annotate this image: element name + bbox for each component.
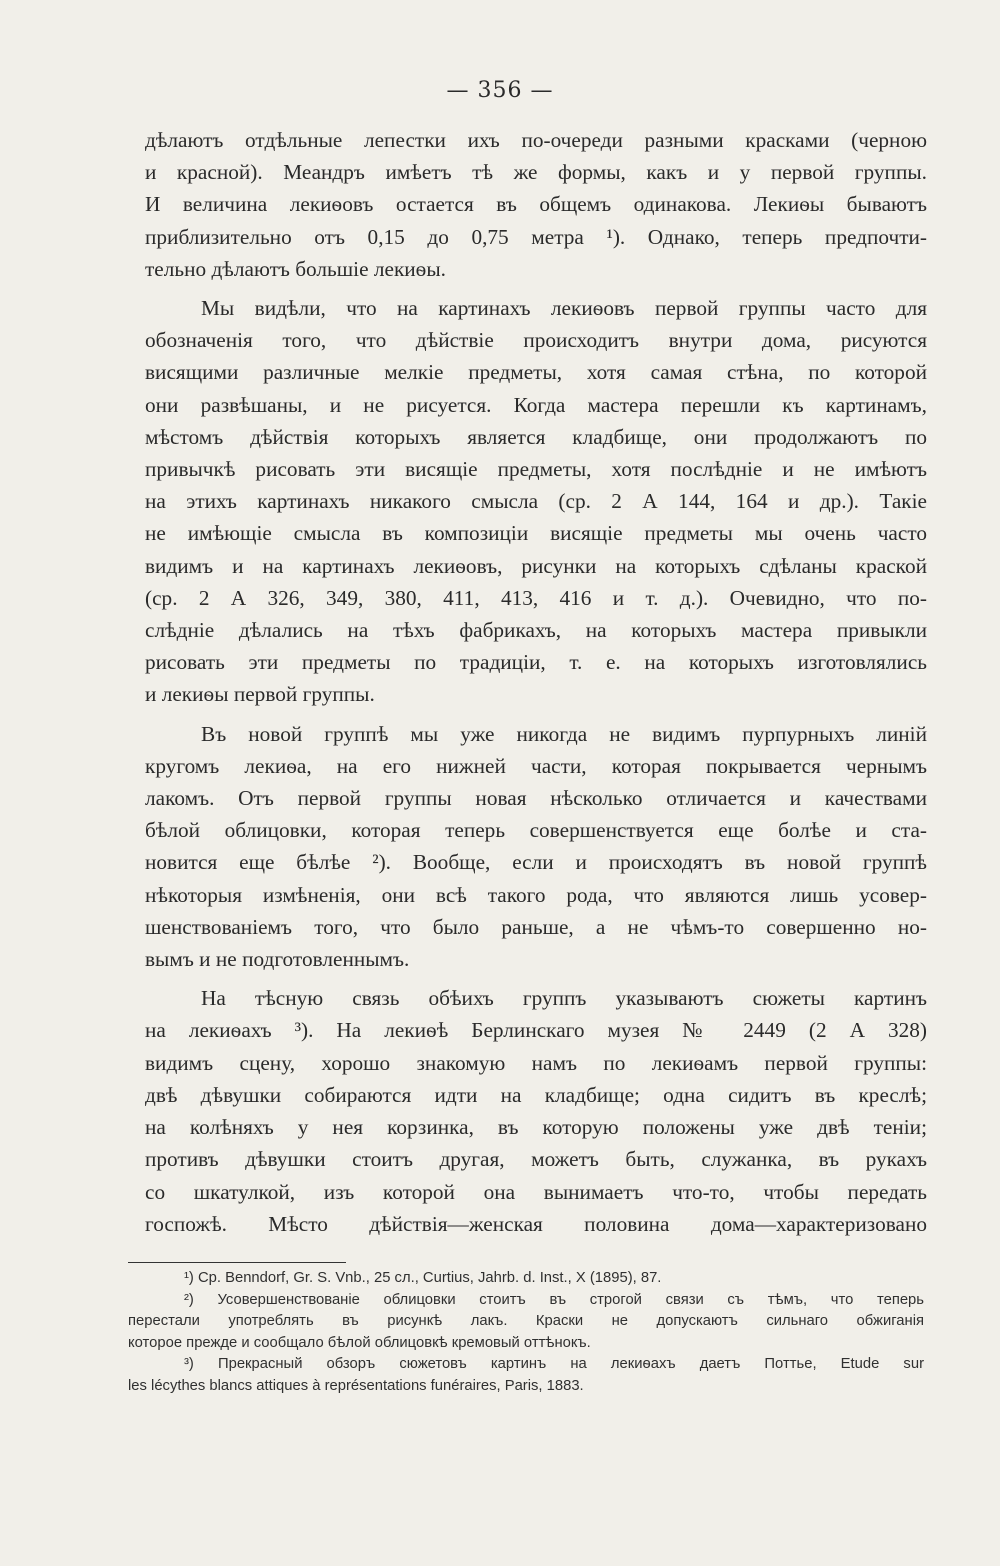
text-line: видимъ и на картинахъ лекиѳовъ, рисунки на которыхъ сдѣланы краской [145,553,927,578]
text-line: приблизительно отъ 0,15 до 0,75 метра ¹). Однако, теперь предпочти- [145,224,927,249]
footnote-2 [128,1290,924,1355]
footnotes [128,1268,924,1398]
page-number: — 356 — [446,78,554,103]
text-line: на лекиѳахъ ³). На лекиѳѣ Берлинскаго музея № 2449 (2 А 328) [145,1018,927,1043]
text-line: слѣдніе дѣлались на тѣхъ фабрикахъ, на которыхъ мастера привыкли [145,618,927,643]
text-line: И величина лекиѳовъ остается въ общемъ одинакова. Лекиѳы бываютъ [145,192,927,217]
text-line: шенствованіемъ того, что было раньше, а не чѣмъ-то совершенно но- [145,914,927,939]
text-line: обозначенія того, что дѣйствіе происходитъ внутри дома, рисуются [145,328,927,353]
text-line: лакомъ. Отъ первой группы новая нѣсколько отличается и качествами [145,786,927,811]
footnote-line: перестали употреблять въ рисункѣ лакъ. Краски не допускаютъ сильнаго обжиганія [128,1313,924,1330]
footnote-line: ¹) Ср. Benndorf, Gr. S. Vnb., 25 сл., Curtius, Jahrb. d. Inst., X (1895), 87. [184,1270,662,1286]
footnote-divider [128,1262,346,1263]
footnote-line: ³) Прекрасный обзоръ сюжетовъ картинъ на лекиѳахъ даетъ Поттье, Etude sur [184,1356,924,1373]
paragraph-4 [145,982,927,1240]
text-line: висящими различные мелкіе предметы, хотя самая стѣна, по которой [145,360,927,385]
body-text [145,124,927,1240]
text-line: бѣлой облицовки, которая теперь совершенствуется еще болѣе и ста- [145,818,927,843]
text-line: привычкѣ рисовать эти висящіе предметы, хотя послѣдніе и не имѣютъ [145,457,927,482]
text-line: нѣкоторыя измѣненія, они всѣ такого рода, что являются лишь усовер- [145,882,927,907]
footnote-line: ²) Усовершенствованіе облицовки стоитъ въ строгой связи съ тѣмъ, что теперь [184,1291,924,1308]
text-line: на колѣняхъ у нея корзинка, въ которую положены уже двѣ теніи; [145,1115,927,1140]
text-line: тельно дѣлаютъ большіе лекиѳы. [145,256,446,281]
footnote-3 [128,1354,924,1397]
footnote-line: которое прежде и сообщало бѣлой облицовкѣ кремовый оттѣнокъ. [128,1334,591,1351]
text-line: вымъ и не подготовленнымъ. [145,947,410,972]
paragraph-3 [145,718,927,976]
text-line: и лекиѳы первой группы. [145,682,375,707]
text-line: мѣстомъ дѣйствія которыхъ является кладбище, они продолжаютъ по [145,424,927,449]
text-line: противъ дѣвушки стоитъ другая, можетъ быть, служанка, въ рукахъ [145,1147,927,1172]
text-line: Въ новой группѣ мы уже никогда не видимъ пурпурныхъ линій [201,721,927,746]
text-line: не имѣющіе смысла въ композиціи висящіе предметы мы очень часто [145,521,927,546]
footnote-1 [128,1268,924,1290]
text-line: они развѣшаны, и не рисуется. Когда мастера перешли къ картинамъ, [145,392,927,417]
text-line: новится еще бѣлѣе ²). Вообще, если и происходятъ въ новой группѣ [145,850,927,875]
text-line: со шкатулкой, изъ которой она вынимаетъ что-то, чтобы передать [145,1179,927,1204]
text-line: Мы видѣли, что на картинахъ лекиѳовъ первой группы часто для [201,296,927,321]
footnote-line: les lécythes blancs attiques à représentations funéraires, Paris, 1883. [128,1377,584,1394]
text-line: на этихъ картинахъ никакого смысла (ср. 2 А 144, 164 и др.). Такіе [145,489,927,514]
text-line: дѣлаютъ отдѣльные лепестки ихъ по-очереди разными красками (черною [145,128,927,152]
text-line: рисовать эти предметы по традиціи, т. е. на которыхъ изготовлялись [145,650,927,675]
text-line: видимъ сцену, хорошо знакомую намъ по лекиѳамъ первой группы: [145,1050,927,1075]
text-line: двѣ дѣвушки собираются идти на кладбище; одна сидитъ въ креслѣ; [145,1082,927,1107]
text-line: кругомъ лекиѳа, на его нижней части, которая покрывается чернымъ [145,753,927,778]
text-line: На тѣсную связь обѣихъ группъ указываютъ сюжеты картинъ [201,986,927,1011]
paragraph-1 [145,124,927,285]
paragraph-2 [145,292,927,711]
text-line: и красной). Меандръ имѣетъ тѣ же формы, какъ и у первой группы. [145,160,927,185]
text-line: госпожѣ. Мѣсто дѣйствія—женская половина дома—характеризовано [145,1211,927,1236]
text-line: (ср. 2 А 326, 349, 380, 411, 413, 416 и т. д.). Очевидно, что по- [145,585,927,610]
